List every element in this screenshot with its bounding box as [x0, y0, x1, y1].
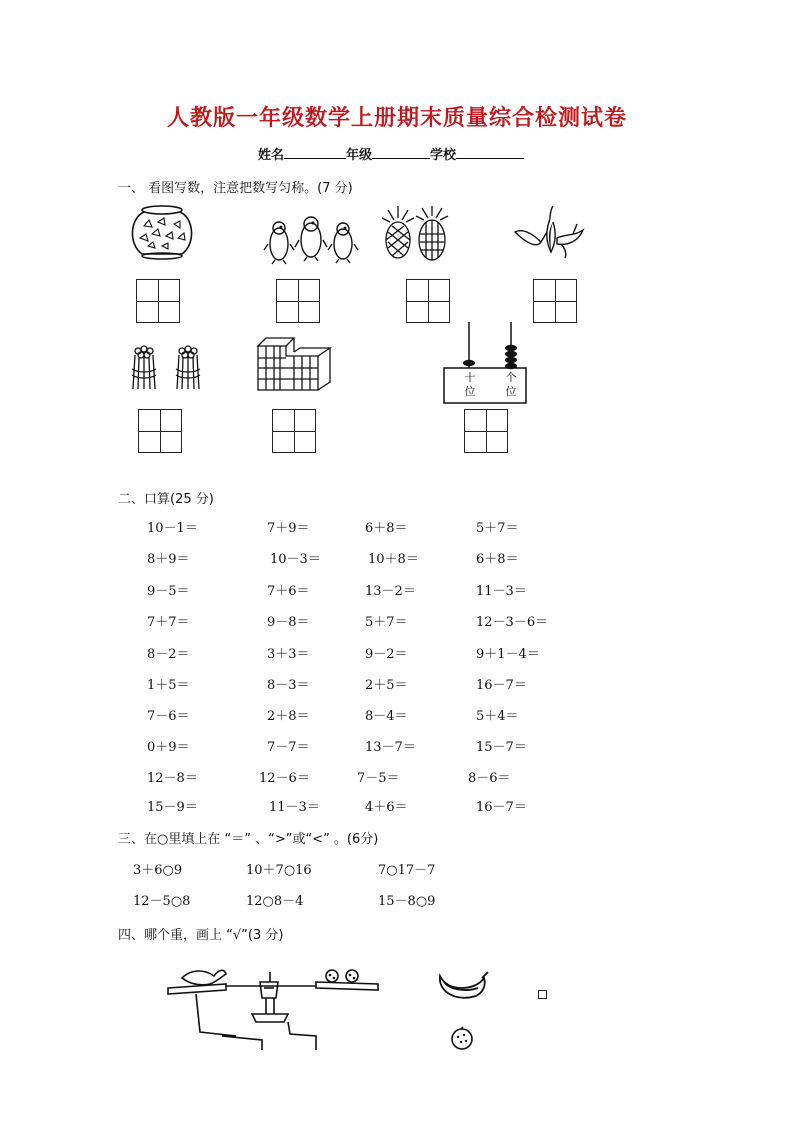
- section-3-heading: 三、在○里填上在 “＝” 、“>”或“<” 。(6分): [118, 832, 379, 847]
- abacus-ones-label: [501, 371, 521, 399]
- stick-bundles-picture: [130, 345, 210, 393]
- answer-box-sticks[interactable]: [138, 409, 182, 453]
- calc-item: 9＋1－4＝: [476, 647, 540, 662]
- calc-item: 15－7＝: [476, 740, 527, 755]
- calc-item: 5＋7＝: [365, 615, 408, 630]
- calc-item: 7－6＝: [147, 709, 190, 724]
- calc-item: 13－2＝: [365, 584, 416, 599]
- abacus-ones-bottom: 位: [505, 385, 517, 398]
- answer-box-peppers[interactable]: [533, 279, 577, 323]
- calc-item: 2＋5＝: [365, 678, 408, 693]
- abacus-ones-top: 个: [505, 371, 517, 384]
- calc-item: 1＋5＝: [147, 678, 190, 693]
- calc-item: 8－6＝: [468, 771, 511, 786]
- calc-item: 7＋6＝: [267, 584, 310, 599]
- answer-square-banana[interactable]: [538, 990, 547, 999]
- calc-item: 12－3－6＝: [476, 615, 549, 630]
- calc-item: 9－5＝: [147, 584, 190, 599]
- calc-item: 5＋4＝: [476, 709, 519, 724]
- compare-item[interactable]: 10＋7○16: [246, 863, 312, 878]
- calc-item: 3＋3＝: [267, 647, 310, 662]
- calc-item: 6＋8＝: [476, 552, 519, 567]
- school-label: 学校: [430, 148, 457, 163]
- calc-item: 2＋8＝: [267, 709, 310, 724]
- answer-box-vase[interactable]: [136, 279, 180, 323]
- compare-item[interactable]: 12－5○8: [133, 894, 191, 909]
- abacus-tens-label: [460, 371, 480, 399]
- calc-item: 8－3＝: [267, 678, 310, 693]
- calc-item: 7＋9＝: [267, 521, 310, 536]
- calc-item: 13－7＝: [365, 740, 416, 755]
- grade-blank[interactable]: [372, 146, 430, 159]
- answer-box-pineapples[interactable]: [406, 279, 450, 323]
- calc-item: 5＋7＝: [476, 521, 519, 536]
- compare-item[interactable]: 15－8○9: [378, 894, 436, 909]
- calc-item: 0＋9＝: [147, 740, 190, 755]
- calc-item: 10－3＝: [270, 552, 321, 567]
- calc-item: 16－7＝: [476, 800, 527, 815]
- compare-item[interactable]: 3＋6○9: [133, 863, 183, 878]
- calc-item: 16－7＝: [476, 678, 527, 693]
- compare-item[interactable]: 12○8－4: [246, 894, 304, 909]
- calc-item: 4＋6＝: [365, 800, 408, 815]
- grade-label: 年级: [346, 148, 373, 163]
- pineapples-picture: [384, 206, 464, 264]
- page-title: 人教版一年级数学上册期末质量综合检测试卷: [166, 106, 627, 131]
- orange-picture: [449, 1025, 477, 1053]
- calc-item: 9－8＝: [267, 615, 310, 630]
- compare-item[interactable]: 7○17－7: [378, 863, 436, 878]
- calc-item: 10－1＝: [147, 521, 198, 536]
- section-2-heading: 二、口算(25 分): [118, 492, 214, 507]
- calc-item: 10＋8＝: [368, 552, 419, 567]
- school-blank[interactable]: [456, 146, 524, 159]
- abacus-tens-bottom: 位: [464, 385, 476, 398]
- banana-picture: [436, 968, 492, 1006]
- calc-item: 11－3＝: [269, 800, 320, 815]
- peppers-picture: [513, 204, 588, 259]
- calc-item: 7－7＝: [267, 740, 310, 755]
- calc-item: 12－8＝: [147, 771, 198, 786]
- name-label: 姓名: [258, 148, 285, 163]
- calc-item: 12－6＝: [259, 771, 310, 786]
- student-info-line: [258, 144, 524, 163]
- section-4-heading: 四、哪个重，画上 “√”(3 分): [118, 928, 284, 943]
- answer-box-cubes[interactable]: [272, 409, 316, 453]
- calc-item: 8－4＝: [365, 709, 408, 724]
- vase-picture: [130, 204, 210, 264]
- calc-item: 9－2＝: [365, 647, 408, 662]
- answer-box-abacus[interactable]: [464, 409, 508, 453]
- abacus-tens-top: 十: [464, 371, 476, 384]
- calc-item: 7－5＝: [357, 771, 400, 786]
- calc-item: 8－2＝: [147, 647, 190, 662]
- balance-scale-picture: [166, 964, 384, 1052]
- cube-blocks-picture: [256, 336, 336, 394]
- answer-box-penguins[interactable]: [276, 279, 320, 323]
- calc-item: 6＋8＝: [365, 521, 408, 536]
- calc-item: 8＋9＝: [147, 552, 190, 567]
- name-blank[interactable]: [284, 146, 346, 159]
- section-1-heading: 一、 看图写数，注意把数写匀称。(7 分): [118, 181, 353, 196]
- calc-item: 11－3＝: [476, 584, 527, 599]
- penguins-picture: [265, 214, 360, 269]
- calc-item: 15－9＝: [147, 800, 198, 815]
- calc-item: 7＋7＝: [147, 615, 190, 630]
